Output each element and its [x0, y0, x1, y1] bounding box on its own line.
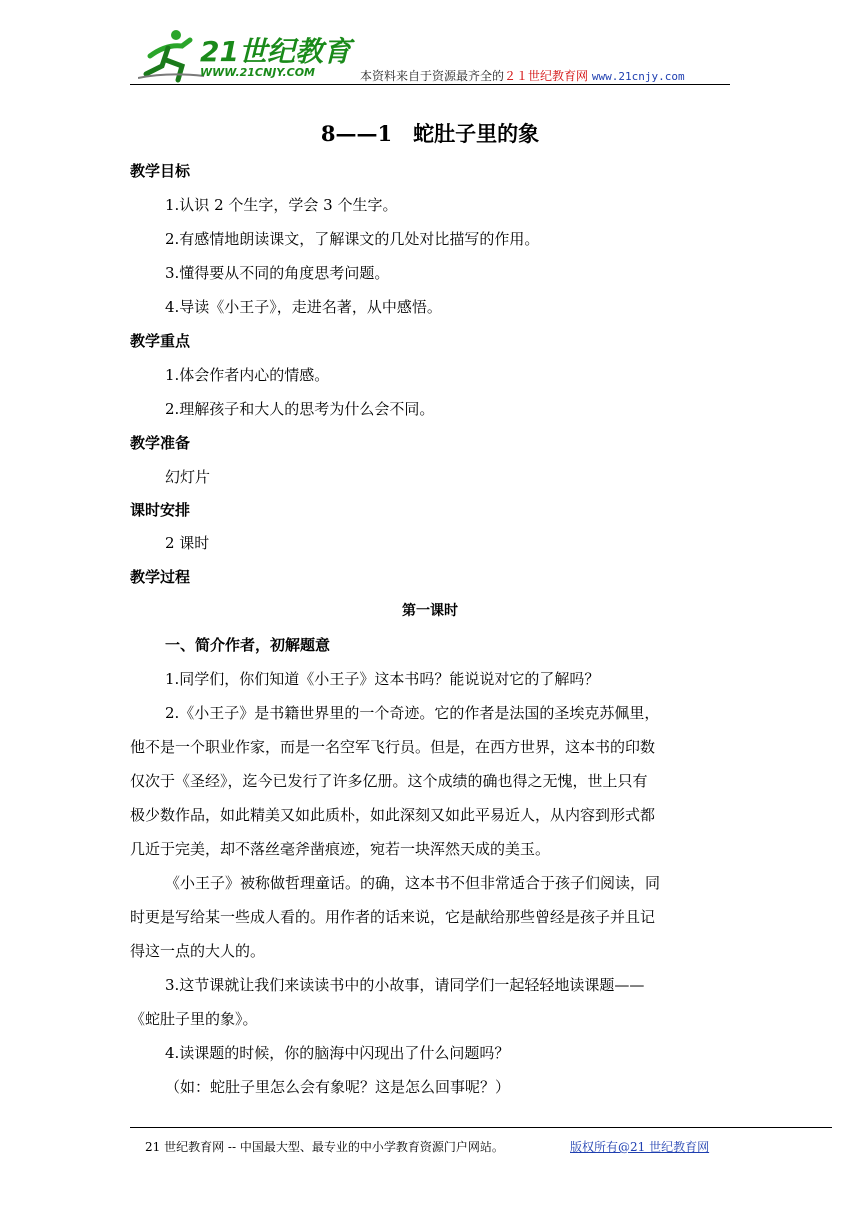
body-line: 3.这节课就让我们来读读书中的小故事，请同学们一起轻轻地读课题—— [165, 976, 645, 994]
key-points-heading: 教学重点 [130, 332, 191, 350]
runner-logo-icon [138, 26, 208, 84]
body-line: 极少数作品，如此精美又如此质朴，如此深刻又如此平易近人，从内容到形式都 [130, 806, 656, 824]
part1-heading: 一、简介作者，初解题意 [165, 636, 331, 654]
body-line: 时更是写给某一些成人看的。用作者的话来说，它是献给那些曾经是孩子并且记 [130, 908, 656, 926]
goal-item: 2.有感情地朗读课文，了解课文的几处对比描写的作用。 [165, 230, 540, 248]
body-line: 2.《小王子》是书籍世界里的一个奇迹。它的作者是法国的圣埃克苏佩里， [165, 704, 660, 722]
schedule-heading: 课时安排 [130, 501, 191, 519]
page-header [0, 0, 860, 90]
goals-heading: 教学目标 [130, 162, 191, 180]
document-title: 8——1 蛇肚子里的象 [320, 121, 540, 146]
body-line: 《小王子》被称做哲理童话。的确，这本书不但非常适合于孩子们阅读，同 [165, 874, 661, 892]
process-heading: 教学过程 [130, 568, 191, 586]
header-site-link[interactable]: ２１世纪教育网 [504, 69, 589, 83]
footer-divider [130, 1127, 832, 1128]
goal-item: 4.导读《小王子》，走进名著，从中感悟。 [165, 298, 442, 316]
body-line: 4.读课题的时候，你的脑海中闪现出了什么问题吗？ [165, 1044, 510, 1062]
key-point-item: 2.理解孩子和大人的思考为什么会不同。 [165, 400, 435, 418]
schedule-text: 2 课时 [165, 534, 210, 552]
logo-title: 21世纪教育 [200, 35, 351, 68]
footer-text: 21 世纪教育网 -- 中国最大型、最专业的中小学教育资源门户网站。 [145, 1140, 504, 1154]
body-line: 几近于完美，却不落丝毫斧凿痕迹，宛若一块浑然天成的美玉。 [130, 840, 551, 858]
header-divider [130, 84, 730, 85]
header-note [360, 67, 685, 84]
header-url-link[interactable]: www.21cnjy.com [591, 70, 685, 83]
logo-url: WWW.21CNJY.COM [200, 66, 315, 79]
key-point-item: 1.体会作者内心的情感。 [165, 366, 330, 384]
site-logo[interactable] [138, 26, 351, 84]
header-note-text: 本资料来自于资源最齐全的 [360, 69, 505, 83]
prep-text: 幻灯片 [165, 468, 211, 486]
body-line: 仅次于《圣经》，迄今已发行了许多亿册。这个成绩的确也得之无愧，世上只有 [130, 772, 648, 790]
body-line: 他不是一个职业作家，而是一名空军飞行员。但是，在西方世界，这本书的印数 [130, 738, 656, 756]
body-line: 1.同学们，你们知道《小王子》这本书吗？能说说对它的了解吗？ [165, 670, 600, 688]
goal-item: 3.懂得要从不同的角度思考问题。 [165, 264, 390, 282]
footer-copyright-link[interactable]: 版权所有@21 世纪教育网 [570, 1140, 710, 1154]
body-line: 《蛇肚子里的象》。 [130, 1010, 258, 1028]
prep-heading: 教学准备 [130, 434, 191, 452]
body-line: 得这一点的大人的。 [130, 942, 266, 960]
body-line: （如：蛇肚子里怎么会有象呢？这是怎么回事呢？） [165, 1078, 511, 1096]
lesson-title: 第一课时 [402, 603, 458, 619]
goal-item: 1.认识 2 个生字，学会 3 个生字。 [165, 196, 398, 214]
